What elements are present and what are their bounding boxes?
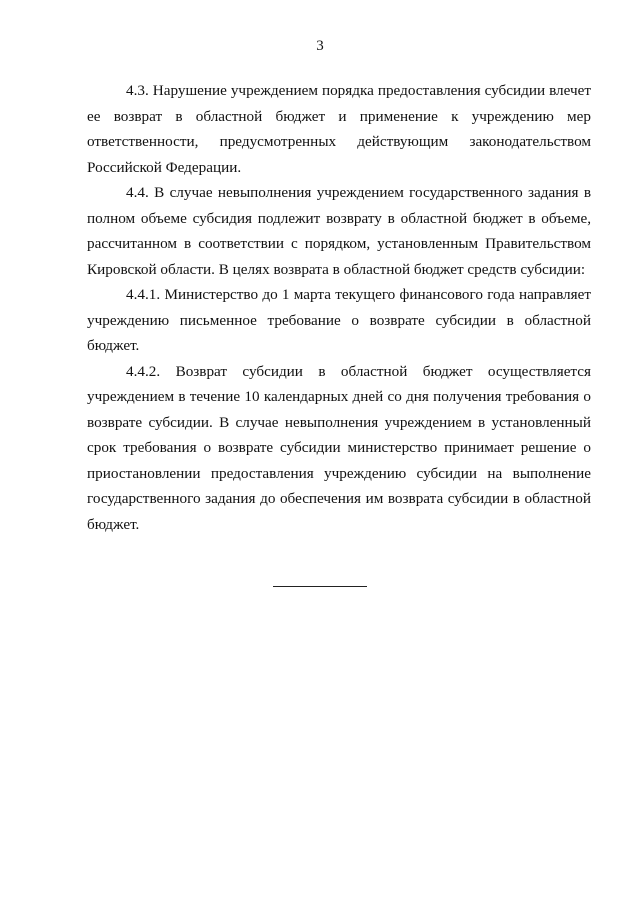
closing-divider-line xyxy=(273,586,367,587)
page-number: 3 xyxy=(316,38,324,54)
paragraph-4-4: 4.4. В случае невыполнения учреждением государственного задания в полном объеме субсидия подлежит возврату в областной бюджет в объеме, рассчитанном в соответствии с порядком, установленным Правительством Кировской области. В целях возврата в областной бюджет средств субсидии: xyxy=(87,184,591,278)
document-body xyxy=(87,78,591,537)
paragraph-4-4-2: 4.4.2. Возврат субсидии в областной бюджет осуществляется учреждением в течение 10 календарных дней со дня получения требования о возврате субсидии. В случае невыполнения учреждением в установленный срок требования о возврате субсидии министерство принимает решение о приостановлении предоставления учреждению субсидии на выполнение государственного задания до обеспечения им возврата субсидии в областной бюджет. xyxy=(87,362,591,533)
paragraph-4-4-1: 4.4.1. Министерство до 1 марта текущего финансового года направляет учреждению письменное требование о возврате субсидии в областной бюджет. xyxy=(87,286,591,354)
paragraph-4-3: 4.3. Нарушение учреждением порядка предоставления субсидии влечет ее возврат в областной бюджет и применение к учреждению мер ответственности, предусмотренных действующим законодательством Российской Федерации. xyxy=(87,82,591,176)
